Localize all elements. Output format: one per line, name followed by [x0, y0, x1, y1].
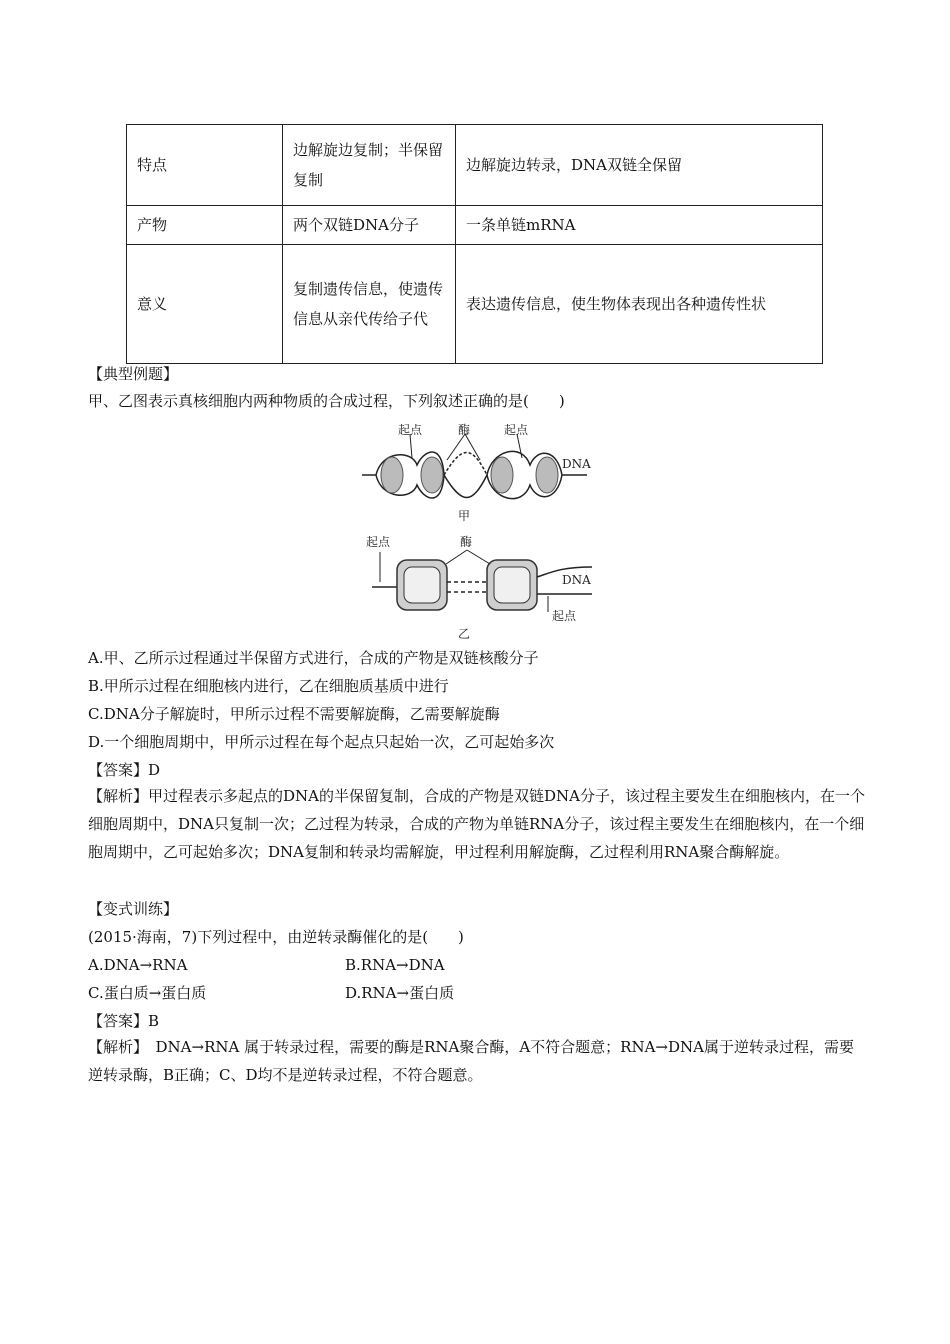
option-c: C.蛋白质→蛋白质 — [88, 984, 207, 1002]
analysis-label: 【解析】 — [88, 787, 149, 805]
analysis-label: 【解析】 — [88, 1038, 141, 1056]
example-question: 甲、乙图表示真核细胞内两种物质的合成过程，下列叙述正确的是( ) — [88, 392, 565, 410]
comparison-table — [126, 124, 823, 364]
origin-label: 起点 — [504, 423, 529, 437]
table-cell: 意义 — [127, 245, 283, 364]
table-cell: 一条单链mRNA — [456, 206, 823, 245]
answer: 【答案】D — [88, 761, 161, 779]
table-cell: 边解旋边复制；半保留复制 — [283, 125, 456, 206]
table-cell: 边解旋边转录，DNA双链全保留 — [456, 125, 823, 206]
analysis — [88, 782, 868, 866]
table-cell: 特点 — [127, 125, 283, 206]
figure-replication — [362, 420, 602, 525]
origin-label: 起点 — [552, 609, 577, 623]
option-a: A.DNA→RNA — [88, 956, 188, 974]
dna-label: DNA — [562, 573, 591, 587]
analysis-text: 甲过程表示多起点的DNA的半保留复制，合成的产物是双链DNA分子，该过程主要发生在细胞核内，在一个细胞周期中，DNA只复制一次；乙过程为转录，合成的产物为单链RNA分子，该过程主要发生在细胞核内，在一个细胞周期中，乙可起始多次；DNA复制和转录均需解旋，甲过程利用解旋酶，乙过程利用RNA聚合酶解旋。 — [88, 787, 865, 861]
table-row — [127, 206, 823, 245]
option-d: D.RNA→蛋白质 — [345, 984, 455, 1002]
option-a: A.甲、乙所示过程通过半保留方式进行，合成的产物是双链核酸分子 — [88, 649, 539, 667]
enzyme-label: 酶 — [460, 535, 473, 549]
table-cell: 产物 — [127, 206, 283, 245]
option-d: D.一个细胞周期中，甲所示过程在每个起点只起始一次，乙可起始多次 — [88, 733, 555, 751]
dna-label: DNA — [562, 457, 591, 471]
analysis — [88, 1033, 868, 1089]
origin-label: 起点 — [366, 535, 391, 549]
analysis-text: DNA→RNA 属于转录过程，需要的酶是RNA聚合酶，A不符合题意；RNA→DNA属于逆转录过程，需要逆转录酶，B正确；C、D均不是逆转录过程，不符合题意。 — [88, 1038, 854, 1084]
table-cell: 两个双链DNA分子 — [283, 206, 456, 245]
enzyme-label: 酶 — [458, 423, 471, 437]
table-cell: 复制遗传信息，使遗传信息从亲代传给子代 — [283, 245, 456, 364]
table-row — [127, 125, 823, 206]
practice-heading: 【变式训练】 — [88, 900, 179, 918]
practice-question: (2015·海南，7)下列过程中，由逆转录酶催化的是( ) — [88, 928, 464, 946]
origin-label: 起点 — [398, 423, 423, 437]
answer: 【答案】B — [88, 1012, 160, 1030]
figure-caption: 甲 — [458, 509, 471, 523]
table-row — [127, 245, 823, 364]
option-c: C.DNA分子解旋时，甲所示过程不需要解旋酶，乙需要解旋酶 — [88, 705, 500, 723]
example-heading: 【典型例题】 — [88, 365, 179, 383]
option-b: B.甲所示过程在细胞核内进行，乙在细胞质基质中进行 — [88, 677, 449, 695]
figure-transcription — [362, 532, 602, 642]
option-b: B.RNA→DNA — [345, 956, 445, 974]
table-cell: 表达遗传信息，使生物体表现出各种遗传性状 — [456, 245, 823, 364]
figure-caption: 乙 — [458, 627, 471, 641]
